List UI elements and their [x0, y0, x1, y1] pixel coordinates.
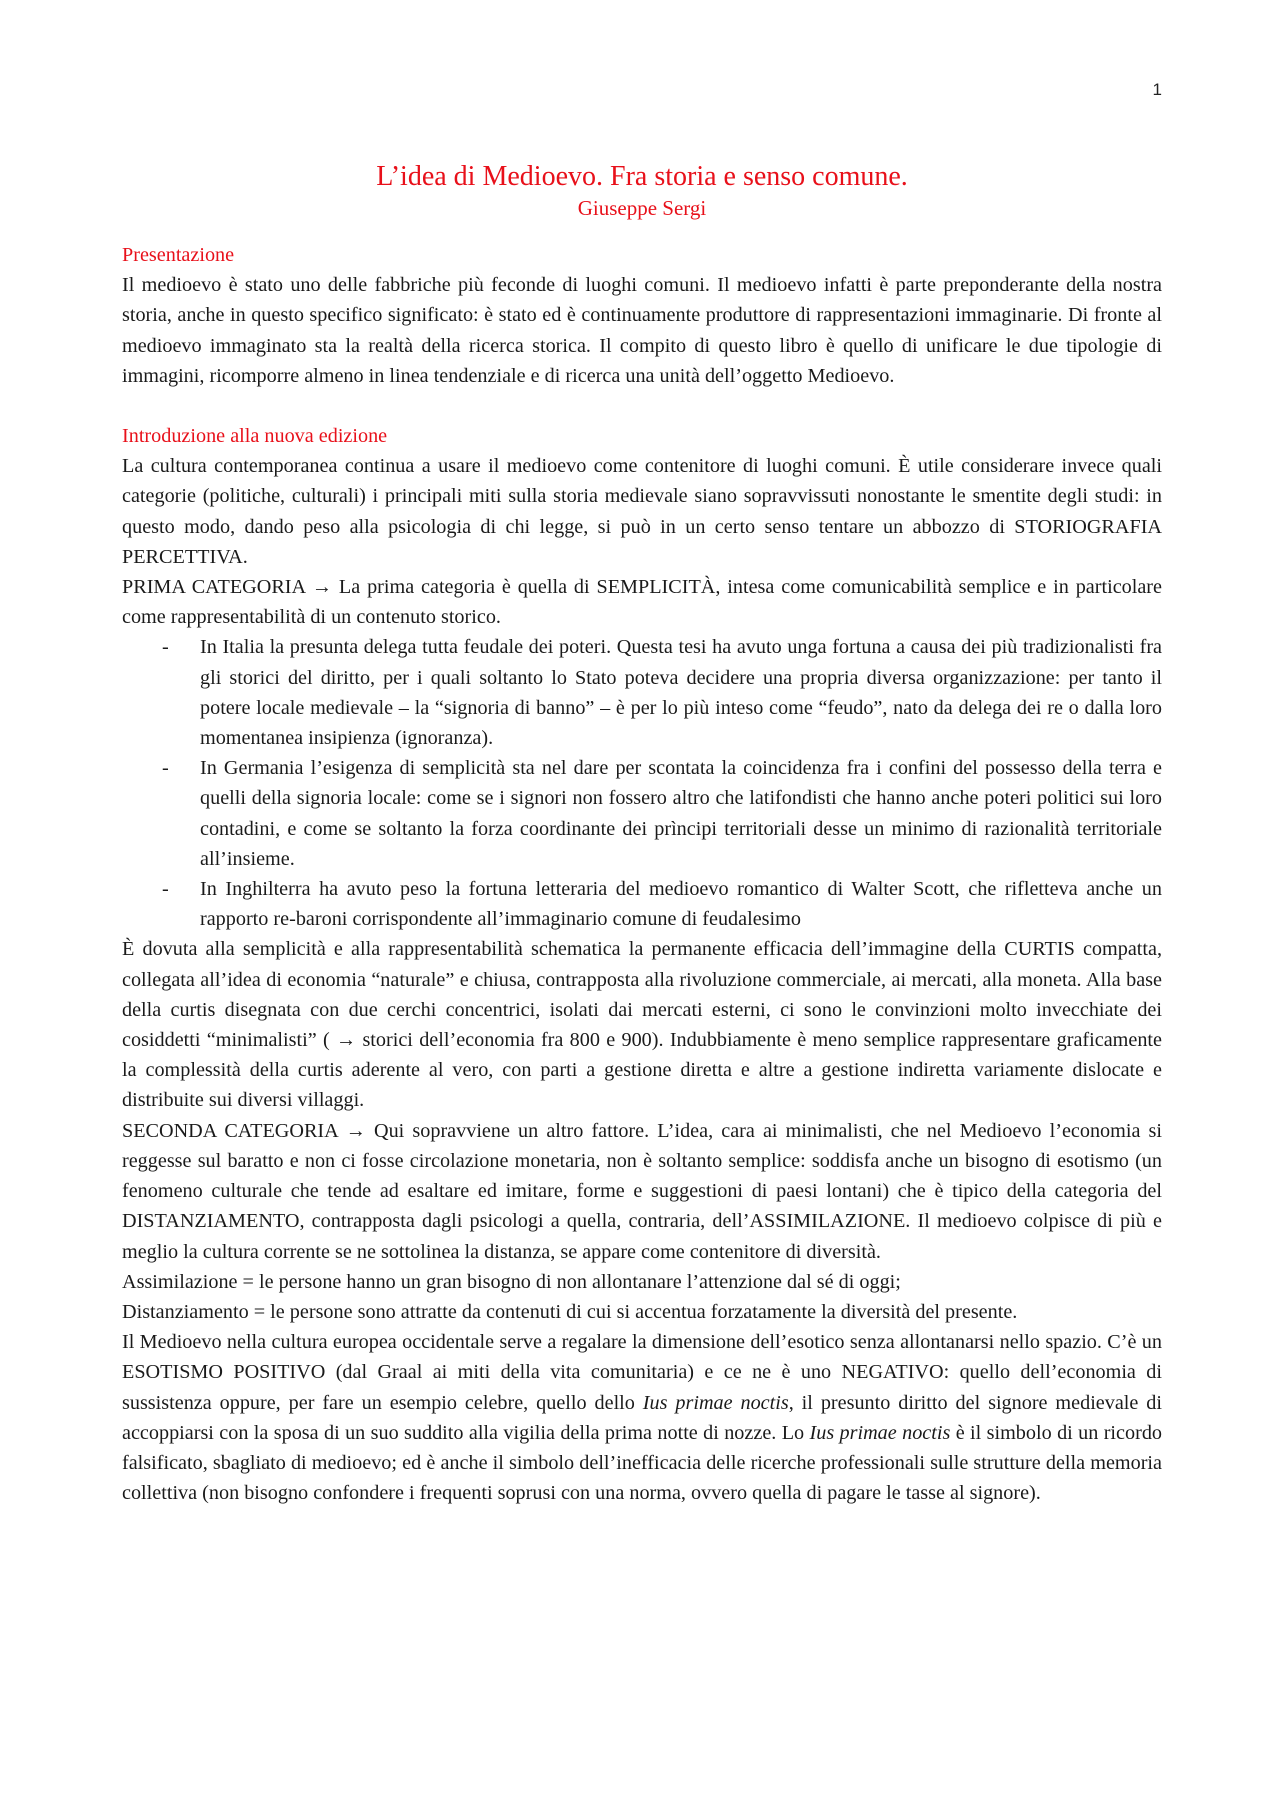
list-item-text: In Germania l’esigenza di semplicità sta nel dare per scontata la coincidenza fra i confini del possesso della terra e quelli della signoria locale: come se i signori non fossero altro che latifondisti che hanno anche poteri politici sui loro contadini, e come se soltanto la forza coordinante dei prìncipi territoriali desse un minimo di razionalità territoriale all’insieme.	[200, 757, 1162, 870]
paragraph-introduzione: La cultura contemporanea continua a usare il medioevo come contenitore di luoghi comuni. È utile considerare invece quali categorie (politiche, culturali) i principali miti sulla storia medievale siano sopravvissuti nonostante le smentite degli studi: in questo modo, dando peso alla psicologia di chi legge, si può in un certo senso tentare un abbozzo di STORIOGRAFIA PERCETTIVA.	[122, 455, 1162, 568]
section-heading-introduzione: Introduzione alla nuova edizione	[122, 425, 388, 448]
page-number: 1	[1152, 80, 1162, 99]
paragraph-prima-categoria: PRIMA CATEGORIA → La prima categoria è quella di SEMPLICITÀ, intesa come comunicabilità semplice e in particolare come rappresentabilità di un contenuto storico.	[122, 576, 1162, 629]
esotismo-text-3: è il simbolo di un ricordo falsificato, sbagliato di medioevo; ed è anche il simbolo dell’inefficacia delle ricerche professionali sulle strutture della memoria collettiva (non bisogno confondere i frequenti soprusi con una norma, ovvero quella di pagare le tasse al signore).	[122, 1421, 1163, 1505]
document-title: L’idea di Medioevo. Fra storia e senso comune.	[376, 161, 908, 192]
list-item	[122, 632, 1162, 753]
dash-bullet-icon: -	[162, 757, 169, 780]
ius-primae-noctis-term: Ius primae noctis	[642, 1391, 789, 1414]
list-item-text: In Inghilterra ha avuto peso la fortuna letteraria del medioevo romantico di Walter Scott, che rifletteva anche un rapporto re-baroni corrispondente all’immaginario comune di feudalesimo	[200, 878, 1162, 931]
paragraph-curtis: È dovuta alla semplicità e alla rappresentabilità schematica la permanente efficacia dell’immagine della CURTIS compatta, collegata all’idea di economia “naturale” e chiusa, contrapposta alla rivoluzione commerciale, ai mercati, alla moneta. Alla base della curtis disegnata con due cerchi concentrici, isolati dai mercati esterni, ci sono le convinzioni molto invecchiate dei cosiddetti “minimalisti” ( → storici dell’economia fra 800 e 900). Indubbiamente è meno semplice rappresentare graficamente la complessità della curtis aderente al vero, con parti a gestione diretta e altre a gestione indiretta variamente dislocate e distribuite sui diversi villaggi.	[122, 938, 1162, 1112]
paragraph-presentazione: Il medioevo è stato uno delle fabbriche più feconde di luoghi comuni. Il medioevo infatti è parte preponderante della nostra storia, anche in questo specifico significato: è stato ed è continuamente produttore di rappresentazioni immaginarie. Di fronte al medioevo immaginato sta la realtà della ricerca storica. Il compito di questo libro è quello di unificare le due tipologie di immagini, ricomporre almeno in linea tendenziale e di ricerca una unità dell’oggetto Medioevo.	[122, 274, 1162, 387]
paragraph-esotismo	[122, 1327, 1162, 1508]
document-body	[122, 160, 1162, 1508]
definition-assimilazione: Assimilazione = le persone hanno un gran bisogno di non allontanare l’attenzione dal sé di oggi;	[122, 1270, 901, 1293]
definition-distanziamento: Distanziamento = le persone sono attratte da contenuti di cui si accentua forzatamente la diversità del presente.	[122, 1300, 1018, 1323]
dash-bullet-icon: -	[162, 878, 169, 901]
esotismo-text-2: , il presunto diritto del signore medievale di accoppiarsi con la sposa di un suo suddito alla vigilia della prima notte di nozze. Lo	[122, 1391, 1162, 1444]
title-block	[122, 160, 1162, 222]
paragraph-spacer	[122, 391, 1162, 421]
paragraph-seconda-categoria: SECONDA CATEGORIA → Qui sopravviene un altro fattore. L’idea, cara ai minimalisti, che nel Medioevo l’economia si reggesse sul baratto e non ci fosse circolazione monetaria, non è soltanto semplice: soddisfa anche un bisogno di esotismo (un fenomeno culturale che tende ad esaltare ed imitare, forme e suggestioni di paesi lontani) che è tipico della categoria del DISTANZIAMENTO, contrapposta dagli psicologi a quella, contraria, dell’ASSIMILAZIONE. Il medioevo colpisce di più e meglio la cultura corrente se ne sottolinea la distanza, se appare come contenitore di diversità.	[122, 1119, 1162, 1263]
list-item	[122, 753, 1162, 874]
dash-list	[122, 632, 1162, 934]
document-author: Giuseppe Sergi	[577, 196, 707, 220]
ius-primae-noctis-term: Ius primae noctis	[809, 1421, 951, 1444]
list-item	[122, 874, 1162, 934]
dash-bullet-icon: -	[162, 636, 169, 659]
esotismo-text-1: Il Medioevo nella cultura europea occidentale serve a regalare la dimensione dell’esotico senza allontanarsi nello spazio. C’è un ESOTISMO POSITIVO (dal Graal ai miti della vita comunitaria) e ce ne è uno NEGATIVO: quello dell’economia di sussistenza oppure, per fare un esempio celebre, quello dello	[122, 1331, 1162, 1414]
section-heading-presentazione: Presentazione	[122, 244, 235, 266]
list-item-text: In Italia la presunta delega tutta feudale dei poteri. Questa tesi ha avuto unga fortuna a causa dei più tradizionalisti fra gli storici del diritto, per i quali soltanto lo Stato poteva decidere una propria diversa organizzazione: per tanto il potere locale medievale – la “signoria di banno” – è per lo più inteso come “feudo”, nato da delega dei re o dalla loro momentanea insipienza (ignoranza).	[200, 636, 1162, 750]
